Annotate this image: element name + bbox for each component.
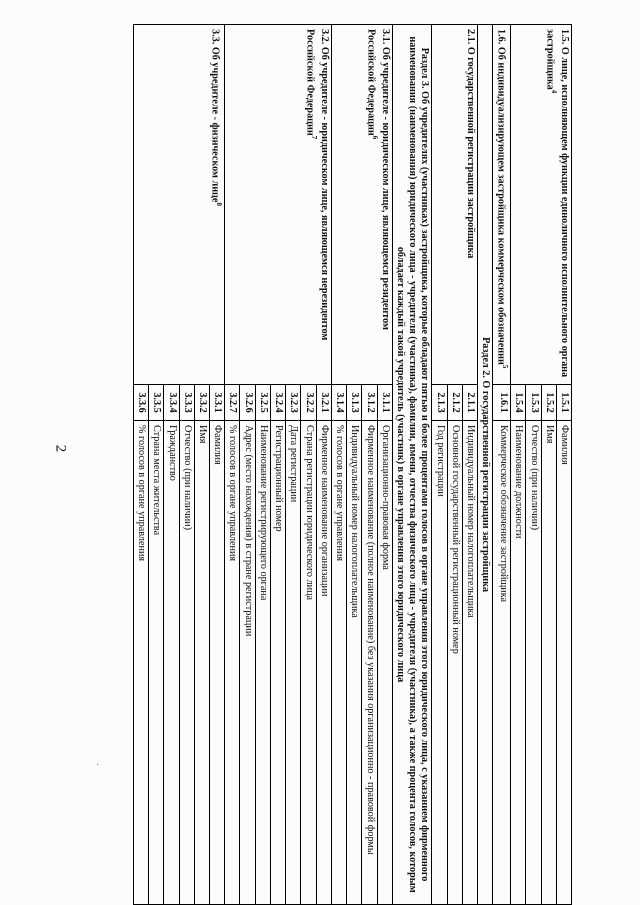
item-text: Фирменное наименование организации [316,421,331,905]
section-2-title: Раздел 2. О государственной регистрации застройщика [478,25,493,905]
item-text: Страна регистрации юридического лица [301,421,316,905]
item-text: % голосов в органе управления [133,421,148,905]
item-code: 2.1.3 [432,385,447,421]
item-code: 3.3.1 [209,385,224,421]
item-code: 1.5.1 [556,385,571,421]
item-code: 3.1.1 [377,385,392,421]
item-code: 3.3.6 [133,385,148,421]
item-code: 3.3.4 [164,385,179,421]
item-text: Имя [194,421,209,905]
item-code: 3.3.2 [194,385,209,421]
group-label-1-5: 1.5. О лице, исполняющем функции единоличного исполнительного органа застройщика$^4$ [511,25,572,385]
table-row [493,25,511,905]
section-heading-row [478,25,493,905]
item-code: 2.1.1 [462,385,477,421]
item-text: Дата регистрации [286,421,301,905]
item-code: 3.1.2 [362,385,377,421]
item-code: 3.2.7 [225,385,240,421]
item-code: 3.2.4 [270,385,285,421]
item-code: 3.3.5 [149,385,164,421]
item-text: Отчество (при наличии) [526,421,541,905]
item-text: Имя [541,421,556,905]
group-label-1-6: 1.6. Об индивидуализирующем застройщика коммерческом обозначении$^5$ [493,25,511,385]
item-code: 3.2.6 [240,385,255,421]
group-label-3-2: 3.2. Об учредителе - юридическом лице, являющемся нерезидентом Российской Федерации$^7$ [225,25,332,385]
table-row [377,25,392,905]
item-code: 3.2.3 [286,385,301,421]
item-code: 3.3.3 [179,385,194,421]
section-3-title: Раздел 3. Об учредителях (участниках) застройщика, которые обладают пятью и более процентами голосов в органе управления этого юридического лица, с указанием фирменного наименования (наименования) юридического лица - учредителя (участника), фамилии, имени, отчества физического лица - учредителя (участника), а также процента голосов, которым обладает каждый такой учредитель (участник) в органе управления этого юридического лица [392,25,432,905]
item-text: % голосов в органе управления [225,421,240,905]
item-code: 1.5.2 [541,385,556,421]
table-row [462,25,477,905]
disclosure-table [133,24,572,905]
item-text: Организационно-правовая форма [377,421,392,905]
item-text: Отчество (при наличии) [179,421,194,905]
group-label-3-3: 3.3. Об учредителе - физическом лице$^8$ [133,25,224,385]
item-text: Наименование должности [511,421,526,905]
item-code: 3.1.4 [331,385,346,421]
group-label-2-1: 2.1. О государственной регистрации застройщика [432,25,478,385]
item-text: Коммерческое обозначение застройщика [493,421,511,905]
item-code: 3.2.2 [301,385,316,421]
item-code: 3.2.1 [316,385,331,421]
section-heading-row [392,25,432,905]
item-text: % голосов в органе управления [331,421,346,905]
item-text: Гражданство [164,421,179,905]
item-code: 2.1.2 [447,385,462,421]
item-text: Наименование регистрирующего органа [255,421,270,905]
item-code: 1.5.4 [511,385,526,421]
disclosure-table-rotated [136,24,572,904]
item-text: Страна места жительства [149,421,164,905]
item-text: Регистрационный номер [270,421,285,905]
table-row [209,25,224,905]
item-text: Год регистрации [432,421,447,905]
item-text: Индивидуальный номер налогоплательщика [347,421,362,905]
item-code: 3.2.5 [255,385,270,421]
item-text: Адрес (место нахождения) в стране регистрации [240,421,255,905]
item-text: Фамилия [209,421,224,905]
item-code: 1.5.3 [526,385,541,421]
scan-speck: · [96,760,100,771]
table-row [556,25,571,905]
table-row [316,25,331,905]
item-code: 1.6.1 [493,385,511,421]
item-text: Основной государственный регистрационный номер [447,421,462,905]
item-text: Фамилия [556,421,571,905]
item-text: Фирменное наименование (полное наименование) без указания организационно - правовой формы [362,421,377,905]
group-label-3-1: 3.1. Об учредителе - юридическом лице, являющемся резидентом Российской Федерации$^6$ [331,25,392,385]
item-code: 3.1.3 [347,385,362,421]
page-number: 2 [52,444,69,453]
item-text: Индивидуальный номер налогоплательщика [462,421,477,905]
